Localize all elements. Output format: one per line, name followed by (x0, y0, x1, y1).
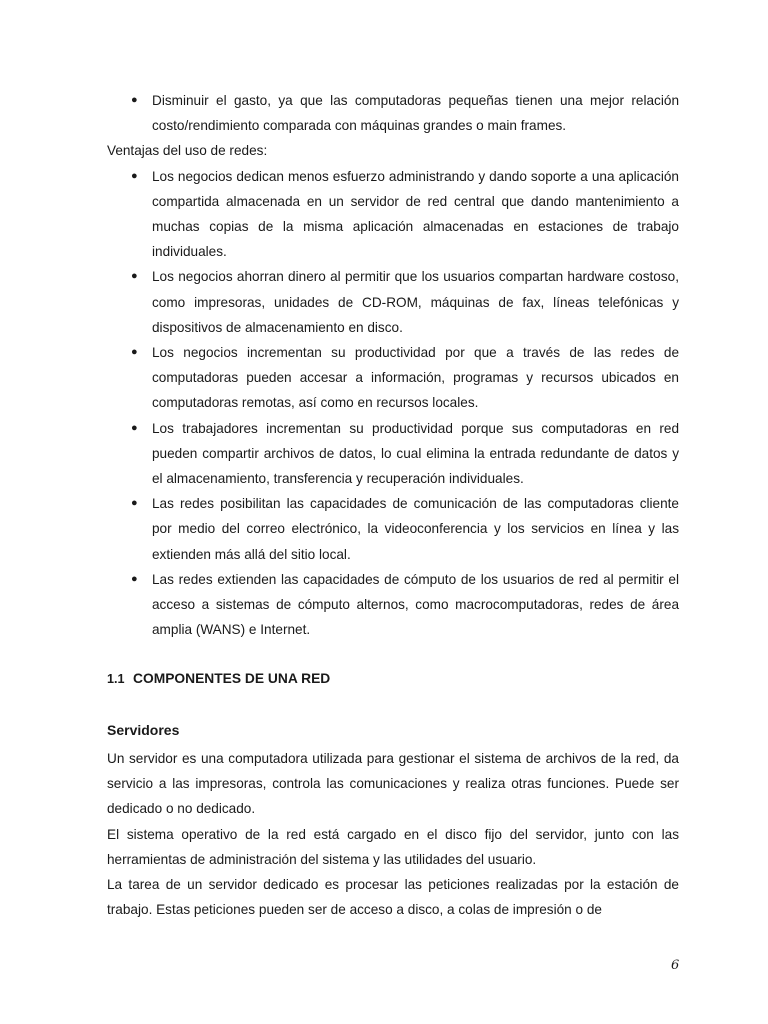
list-item-text: Los negocios incrementan su productividad por que a través de las redes de computadoras pueden accesar a información, programas y recursos ubicados en computadoras remotas, así como en recursos locales. (152, 345, 679, 411)
list-item (107, 416, 679, 492)
bullet-icon: ● (131, 346, 138, 359)
list-item-text: Las redes extienden las capacidades de cómputo de los usuarios de red al permitir el acceso a sistemas de cómputo alternos, como macrocomputadoras, redes de área amplia (WANS) e Internet. (152, 571, 679, 638)
list-item-text: Disminuir el gasto, ya que las computadoras pequeñas tienen una mejor relación costo/rendimiento comparada con máquinas grandes o main frames. (152, 93, 679, 134)
list-item (107, 88, 679, 138)
section-heading (107, 671, 330, 686)
bullet-icon: ● (131, 270, 138, 283)
list-item (107, 264, 679, 340)
list-item-text: Las redes posibilitan las capacidades de comunicación de las computadoras cliente por medio del correo electrónico, la videoconferencia y los servicios en línea y las extienden más allá del sitio local. (152, 496, 679, 562)
list-item-text: Los negocios ahorran dinero al permitir que los usuarios compartan hardware costoso, como impresoras, unidades de CD-ROM, máquinas de fax, líneas telefónicas y dispositivos de almacenamiento en disco. (152, 269, 679, 335)
bullet-icon: ● (131, 497, 138, 510)
section-title: COMPONENTES DE UNA RED (133, 671, 331, 686)
intro-text: Ventajas del uso de redes: (107, 143, 268, 159)
bullet-icon: ● (131, 94, 138, 106)
list-item-text: Los negocios dedican menos esfuerzo administrando y dando soporte a una aplicación compartida almacenada en un servidor de red central que dando mantenimiento a muchas copias de la misma aplicación almacenadas en estaciones de trabajo individuales. (152, 168, 679, 260)
list-item (107, 491, 679, 567)
list-item-text: Los trabajadores incrementan su productividad porque sus computadoras en red pueden compartir archivos de datos, lo cual elimina la entrada redundante de datos y el almacenamiento, transferencia y recuperación individuales. (152, 420, 679, 487)
paragraph: La tarea de un servidor dedicado es procesar las peticiones realizadas por la estación de trabajo. Estas peticiones pueden ser de acceso a disco, a colas de impresión o de (107, 877, 679, 918)
paragraph: Un servidor es una computadora utilizada para gestionar el sistema de archivos de la red, da servicio a las impresoras, controla las comunicaciones y realiza otras funciones. Puede ser dedicado o no dedicado. (107, 751, 679, 817)
list-item (107, 567, 679, 643)
body-text-block (107, 746, 679, 922)
section-number: 1.1 (107, 672, 125, 686)
bullet-list-advantages (107, 164, 679, 643)
bullet-list-top (107, 88, 679, 138)
list-item (107, 340, 679, 416)
top-text-block (107, 88, 679, 642)
bullet-icon: ● (131, 421, 138, 434)
subsection-heading: Servidores (107, 722, 180, 738)
bullet-icon: ● (131, 572, 138, 585)
paragraph: El sistema operativo de la red está cargado en el disco fijo del servidor, junto con las herramientas de administración del sistema y las utilidades del usuario. (107, 826, 679, 867)
page-number: 6 (671, 958, 680, 973)
list-item (107, 164, 679, 265)
bullet-icon: ● (131, 169, 138, 182)
